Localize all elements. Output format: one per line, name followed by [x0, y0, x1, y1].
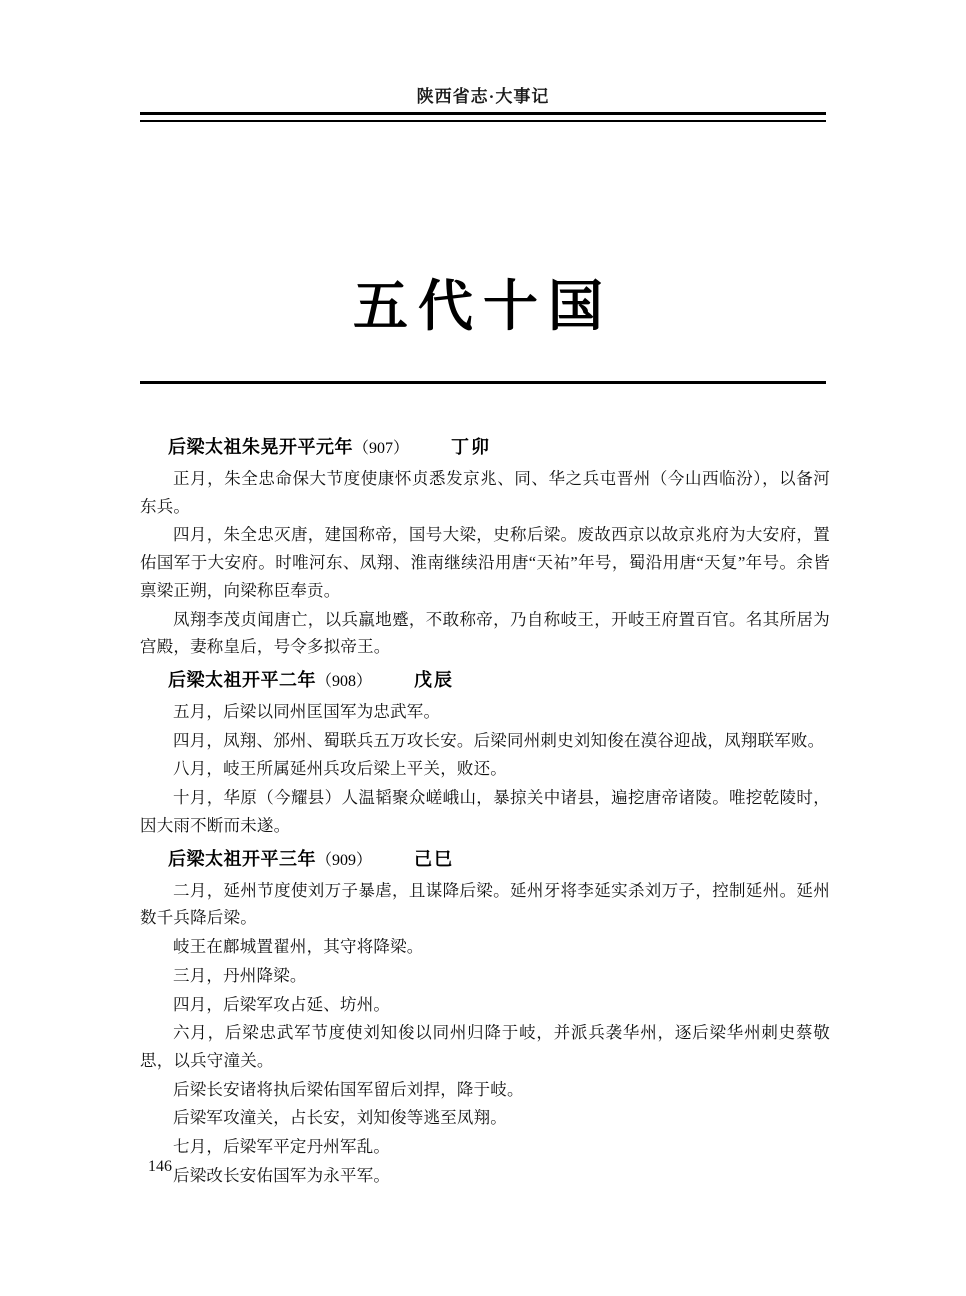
- paragraph: 七月，后梁军平定丹州军乱。: [173, 1137, 391, 1157]
- section-heading: [140, 846, 830, 873]
- paragraph: 四月，凤翔、邠州、蜀联兵五万攻长安。后梁同州刺史刘知俊在漠谷迎战，凤翔联军败。: [173, 730, 825, 750]
- paragraph: 后梁改长安佑国军为永平军。: [173, 1165, 391, 1185]
- paragraph: 凤翔李茂贞闻唐亡，以兵羸地蹙，不敢称帝，乃自称岐王，开岐王府置百官。名其所居为宫殿，妻称皇后，号令多拟帝王。: [140, 609, 830, 657]
- running-header: 陕西省志·大事记: [416, 87, 550, 106]
- body-content: [140, 428, 830, 1191]
- paragraph: 后梁军攻潼关，占长安，刘知俊等逃至凤翔。: [173, 1108, 507, 1128]
- paragraph: 后梁长安诸将执后梁佑国军留后刘捍，降于岐。: [173, 1079, 524, 1099]
- section-heading-title: 后梁太祖朱晃开平元年: [168, 437, 353, 457]
- paragraph: 三月，丹州降梁。: [173, 965, 307, 985]
- section-heading-year: （907）: [353, 440, 410, 457]
- section-heading: [140, 434, 830, 461]
- section-heading-title: 后梁太祖开平三年: [168, 848, 316, 869]
- section-heading-year: （909）: [316, 851, 373, 869]
- section-heading-ganzhi: 己巳: [414, 848, 455, 869]
- section-heading: [140, 667, 830, 694]
- section-heading-ganzhi: 丁卯: [451, 437, 492, 457]
- paragraph: 十月，华原（今耀县）人温韬聚众嵯峨山，暴掠关中诸县，遍挖唐帝诸陵。唯挖乾陵时，因大雨不断而未遂。: [140, 788, 830, 835]
- header-rule-lower: [140, 120, 826, 122]
- paragraph: 四月，朱全忠灭唐，建国称帝，国号大梁，史称后梁。废故西京以故京兆府为大安府，置佑国军于大安府。时唯河东、凤翔、淮南继续沿用唐“天祐”年号，蜀沿用唐“天复”年号。余皆禀梁正朔，向梁称臣奉贡。: [140, 525, 830, 600]
- section-heading-title: 后梁太祖开平二年: [168, 670, 316, 691]
- paragraph: 二月，延州节度使刘万子暴虐，且谋降后梁。延州牙将李延实杀刘万子，控制延州。延州数千兵降后梁。: [140, 880, 830, 928]
- paragraph: 六月，后梁忠武军节度使刘知俊以同州归降于岐，并派兵袭华州，逐后梁华州刺史蔡敬思，以兵守潼关。: [140, 1023, 830, 1070]
- section-heading-ganzhi: 戊辰: [414, 670, 455, 691]
- chapter-rule: [140, 381, 826, 384]
- paragraph: 四月，后梁军攻占延、坊州。: [173, 994, 391, 1014]
- section-heading-year: （908）: [316, 673, 373, 691]
- paragraph: 正月，朱全忠命保大节度使康怀贞悉发京兆、同、华之兵屯晋州（今山西临汾），以备河东兵。: [140, 469, 830, 516]
- header-rule-upper: [140, 112, 826, 115]
- chapter-title: 五代十国: [352, 276, 613, 337]
- paragraph: 八月，岐王所属延州兵攻后梁上平关，败还。: [173, 759, 507, 779]
- paragraph: 岐王在鄜城置翟州，其守将降梁。: [173, 937, 424, 957]
- paragraph: 五月，后梁以同州匡国军为忠武军。: [173, 702, 441, 722]
- page-number: 146: [148, 1158, 172, 1175]
